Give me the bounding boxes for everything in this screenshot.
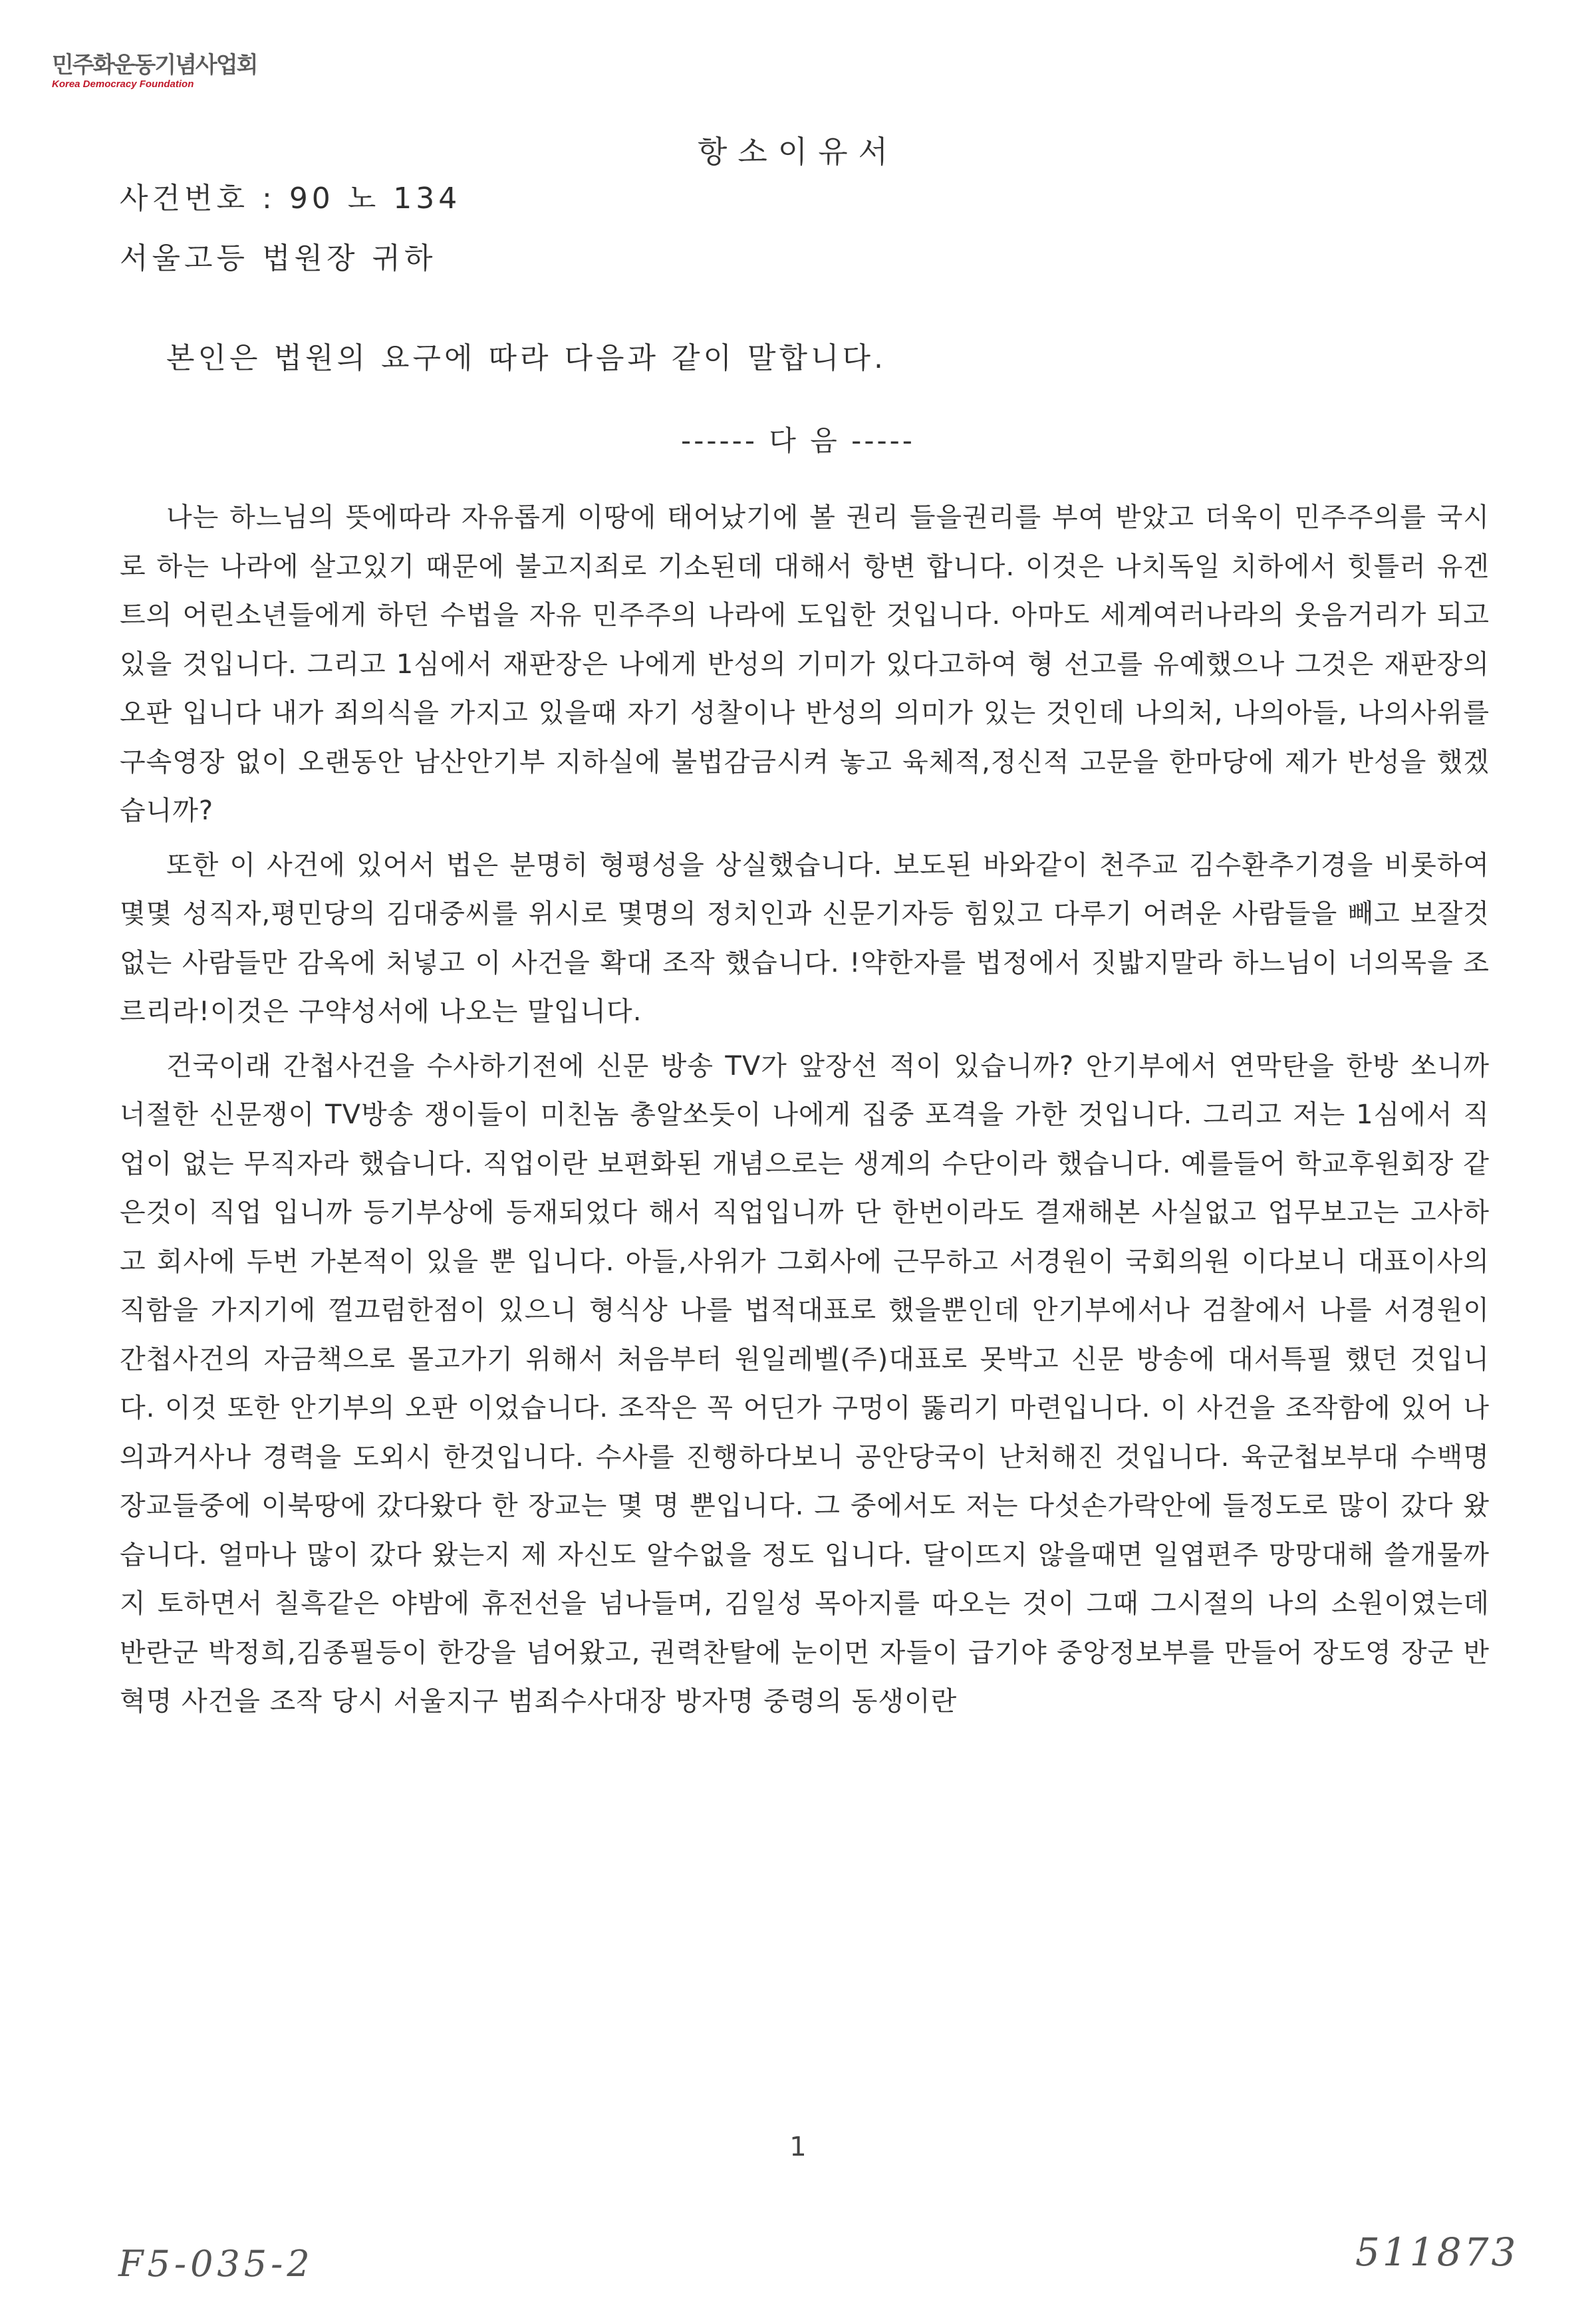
section-heading: ------ 다 음 ----- [681, 424, 915, 457]
handwritten-document-number: 511873 [1355, 2230, 1519, 2275]
page-number: 1 [789, 2132, 807, 2162]
intro-sentence: 본인은 법원의 요구에 따라 다음과 같이 말합니다. [166, 341, 886, 375]
paragraph-1: 나는 하느님의 뜻에따라 자유롭게 이땅에 태어났기에 볼 권리 들을권리를 부여 받았고 더욱이 민주주의를 국시로 하는 나라에 살고있기 때문에 불고지죄로 기소된데 대해서 항변 합니다. 이것은 나치독일 치하에서 힛틀러 유겐트의 어린소년들에게 하던 수법을 자유 민주주의 나라에 도입한 것입니다. 아마도 세계여러나라의 웃음거리가 되고 있을 것입니다. 그리고 1심에서 재판장은 나에게 반성의 기미가 있다고하여 형 선고를 유예했으나 그것은 재판장의 오판 입니다 내가 죄의식을 가지고 있을때 자기 성찰이나 반성의 의미가 있는 것인데 나의처, 나의아들, 나의사위를 구속영장 없이 오랜동안 남산안기부 지하실에 불법감금시켜 놓고 육체적,정신적 고문을 한마당에 제가 반성을 했겠습니까? [120, 502, 1490, 826]
logo-english-name: Korea Democracy Foundation [52, 78, 194, 90]
body-text [120, 494, 1490, 1732]
addressee: 서울고등 법원장 귀하 [120, 241, 437, 275]
handwritten-archive-code: F5-035-2 [118, 2243, 314, 2285]
logo-korean-name: 민주화운동기념사업회 [52, 52, 257, 78]
document-title: 항소이유서 [697, 134, 899, 170]
paragraph-3: 건국이래 간첩사건을 수사하기전에 신문 방송 TV가 앞장선 적이 있습니까? 안기부에서 연막탄을 한방 쏘니까 너절한 신문쟁이 TV방송 쟁이들이 미친놈 총알쏘듯이 나에게 집중 포격을 가한 것입니다. 그리고 저는 1심에서 직업이 없는 무직자라 했습니다. 직업이란 보편화된 개념으로는 생계의 수단이라 했습니다. 예를들어 학교후원회장 같은것이 직업 입니까 등기부상에 등재되었다 해서 직업입니까 단 한번이라도 결재해본 사실없고 업무보고는 고사하고 회사에 두번 가본적이 있을 뿐 입니다. 아들,사위가 그회사에 근무하고 서경원이 국회의원 이다보니 대표이사의 직함을 가지기에 껄끄럼한점이 있으니 형식상 나를 법적대표로 했을뿐인데 안기부에서나 검찰에서 나를 서경원이 간첩사건의 자금책으로 몰고가기 위해서 처음부터 원일레벨(주)대표로 못박고 신문 방송에 대서특필 했던 것입니다. 이것 또한 안기부의 오판 이었습니다. 조작은 꼭 어딘가 구멍이 뚫리기 마련입니다. 이 사건을 조작함에 있어 나의과거사나 경력을 도외시 한것입니다. 수사를 진행하다보니 공안당국이 난처해진 것입니다. 육군첩보부대 수백명 장교들중에 이북땅에 갔다왔다 한 장교는 몇 명 뿐입니다. 그 중에서도 저는 다섯손가락안에 들정도로 많이 갔다 왔습니다. 얼마나 많이 갔다 왔는지 제 자신도 알수없을 정도 입니다. 달이뜨지 않을때면 일엽편주 망망대해 쓸개물까지 토하면서 칠흑같은 야밤에 휴전선을 넘나들며, 김일성 목아지를 따오는 것이 그때 그시절의 나의 소원이였는데 반란군 박정희,김종필등이 한강을 넘어왔고, 권력찬탈에 눈이먼 자들이 급기야 중앙정보부를 만들어 장도영 장군 반혁명 사건을 조작 당시 서울지구 범죄수사대장 방자명 중령의 동생이란 [120, 1050, 1490, 1717]
case-number: 사건번호 : 90 노 134 [120, 182, 462, 216]
paragraph-2: 또한 이 사건에 있어서 법은 분명히 형평성을 상실했습니다. 보도된 바와같이 천주교 김수환추기경을 비롯하여 몇몇 성직자,평민당의 김대중씨를 위시로 몇명의 정치인과 신문기자등 힘있고 다루기 어려운 사람들을 빼고 보잘것 없는 사람들만 감옥에 처넣고 이 사건을 확대 조작 했습니다. !약한자를 법정에서 짓밟지말라 하느님이 너의목을 조르리라!이것은 구약성서에 나오는 말입니다. [120, 849, 1490, 1027]
